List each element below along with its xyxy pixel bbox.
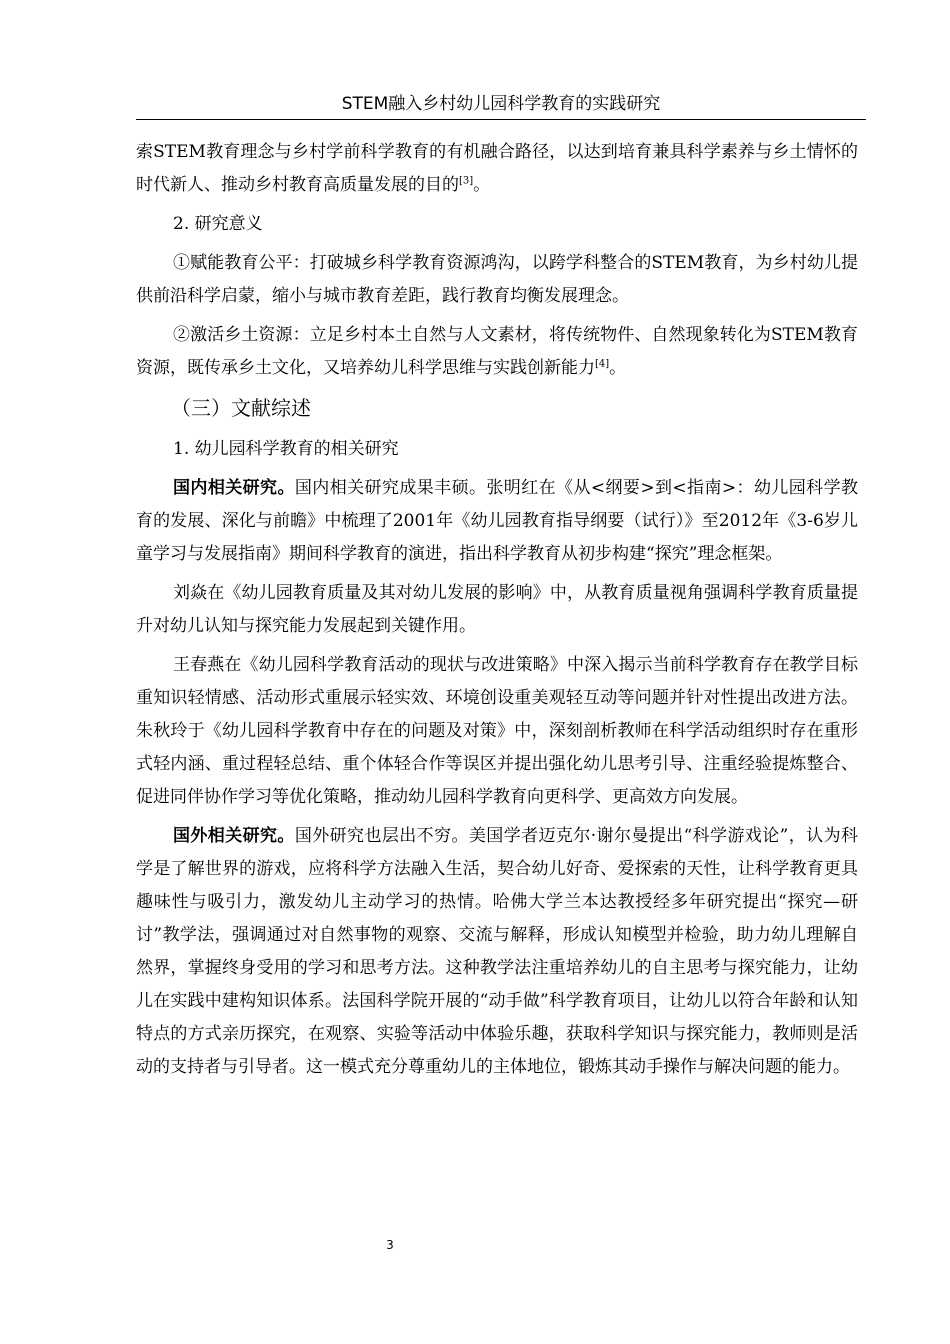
body-text	[136, 136, 858, 1090]
paragraph-text: 索STEM教育理念与乡村学前科学教育的有机融合路径，以达到培育兼具科学素养与乡土情怀的时代新人、推动乡村教育高质量发展的目的	[136, 142, 858, 195]
paragraph-end: 。	[609, 358, 627, 378]
paragraph-foreign-research	[136, 820, 858, 1084]
paragraph-end: 。	[473, 175, 491, 195]
paragraph-education-equity: ①赋能教育公平：打破城乡科学教育资源鸿沟，以跨学科整合的STEM教育，为乡村幼儿提供前沿科学启蒙，缩小与城市教育差距，践行教育均衡发展理念。	[136, 253, 858, 306]
paragraph-local-resources	[136, 319, 858, 385]
citation-3: [3]	[459, 175, 474, 187]
lead-domestic: 国内相关研究。	[173, 478, 295, 498]
citation-4: [4]	[595, 358, 610, 370]
paragraph-text: ②激活乡土资源：立足乡村本土自然与人文素材，将传统物件、自然现象转化为STEM教育资源，既传承乡土文化，又培养幼儿科学思维与实践创新能力	[136, 325, 858, 378]
header-divider	[136, 119, 866, 120]
paragraph-domestic-research	[136, 472, 858, 571]
running-header: STEM融入乡村幼儿园科学教育的实践研究	[341, 94, 661, 114]
heading-related-research: 1. 幼儿园科学教育的相关研究	[173, 439, 399, 459]
paragraph-continuation	[136, 136, 858, 202]
paragraph-liu-yan: 刘焱在《幼儿园教育质量及其对幼儿发展的影响》中，从教育质量视角强调科学教育质量提升对幼儿认知与探究能力发展起到关键作用。	[136, 583, 858, 636]
paragraph-text: 国外研究也层出不穷。美国学者迈克尔·谢尔曼提出“科学游戏论”，认为科学是了解世界的游戏，应将科学方法融入生活，契合幼儿好奇、爱探索的天性，让科学教育更具趣味性与吸引力，激发幼儿主动学习的热情。哈佛大学兰本达教授经多年研究提出“探究—研讨”教学法，强调通过对自然事物的观察、交流与解释，形成认知模型并检验，助力幼儿理解自然界，掌握终身受用的学习和思考方法。这种教学法注重培养幼儿的自主思考与探究能力，让幼儿在实践中建构知识体系。法国科学院开展的“动手做”科学教育项目，让幼儿以符合年龄和认知特点的方式亲历探究，在观察、实验等活动中体验乐趣，获取科学知识与探究能力，教师则是活动的支持者与引导者。这一模式充分尊重幼儿的主体地位，锻炼其动手操作与解决问题的能力。	[136, 826, 858, 1077]
heading-literature-review: （三）文献综述	[171, 396, 311, 420]
page-number: 3	[386, 1238, 394, 1252]
paragraph-text: 国内相关研究成果丰硕。张明红在《从<纲要>到<指南>：幼儿园科学教育的发展、深化与前瞻》中梳理了2001年《幼儿园教育指导纲要（试行）》至2012年《3-6岁儿童学习与发展指南》期间科学教育的演进，指出科学教育从初步构建“探究”理念框架。	[136, 478, 858, 564]
lead-foreign: 国外相关研究。	[173, 826, 295, 846]
paragraph-wang-chunyan: 王春燕在《幼儿园科学教育活动的现状与改进策略》中深入揭示当前科学教育存在教学目标重知识轻情感、活动形式重展示轻实效、环境创设重美观轻互动等问题并针对性提出改进方法。朱秋玲于《幼儿园科学教育中存在的问题及对策》中，深刻剖析教师在科学活动组织时存在重形式轻内涵、重过程轻总结、重个体轻合作等误区并提出强化幼儿思考引导、注重经验提炼整合、促进同伴协作学习等优化策略，推动幼儿园科学教育向更科学、更高效方向发展。	[136, 655, 858, 807]
heading-research-significance: 2. 研究意义	[173, 214, 263, 234]
